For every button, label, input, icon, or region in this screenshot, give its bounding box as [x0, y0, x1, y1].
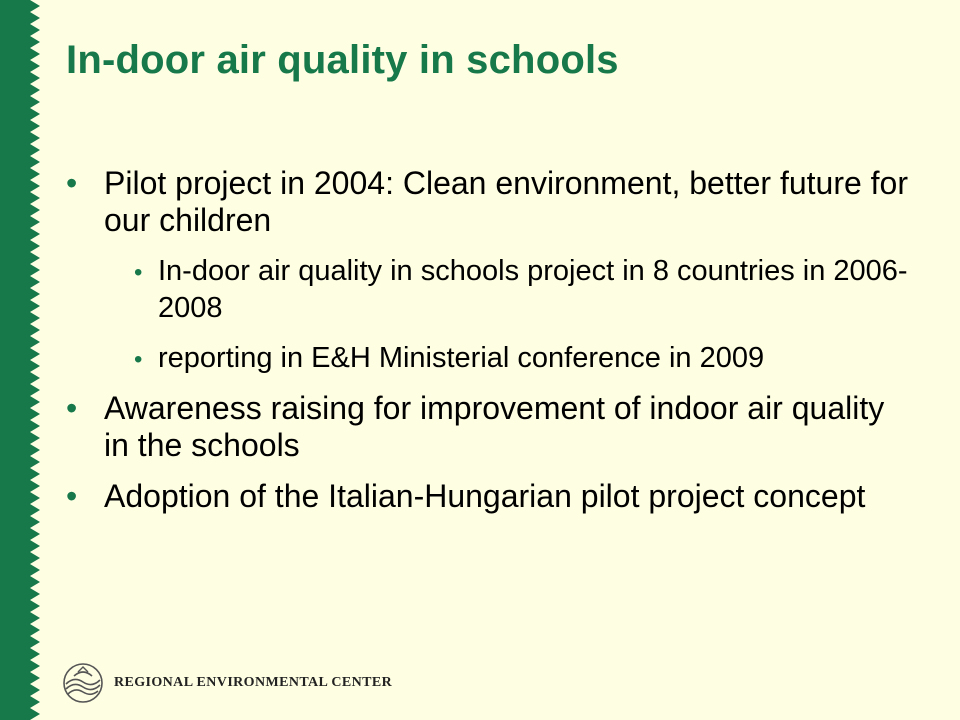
bullet-dot: • — [66, 390, 78, 426]
bullet-dot: • — [66, 478, 78, 514]
footer-logo — [62, 662, 392, 704]
bullet-list — [66, 165, 916, 529]
bullet-item — [66, 165, 916, 239]
zigzag-border — [0, 0, 46, 720]
rec-logo-icon — [62, 662, 104, 704]
bullet-item — [66, 390, 916, 464]
bullet-text: In-door air quality in schools project in 8 countries in 2006-2008 — [158, 255, 908, 324]
bullet-text: Adoption of the Italian-Hungarian pilot project concept — [104, 478, 866, 514]
sub-bullet-item — [134, 253, 916, 327]
bullet-dot: • — [134, 346, 143, 373]
bullet-dot: • — [66, 165, 78, 201]
bullet-text: Awareness raising for improvement of indoor air quality in the schools — [104, 390, 885, 463]
bullet-text: reporting in E&H Ministerial conference in 2009 — [158, 342, 765, 374]
bullet-text: Pilot project in 2004: Clean environment, better future for our children — [104, 165, 908, 238]
organization-name: REGIONAL ENVIRONMENTAL CENTER — [114, 675, 393, 690]
slide-title: In-door air quality in schools — [66, 38, 619, 82]
bullet-dot: • — [134, 259, 143, 286]
bullet-item — [66, 478, 916, 515]
sub-bullet-item — [134, 340, 916, 377]
